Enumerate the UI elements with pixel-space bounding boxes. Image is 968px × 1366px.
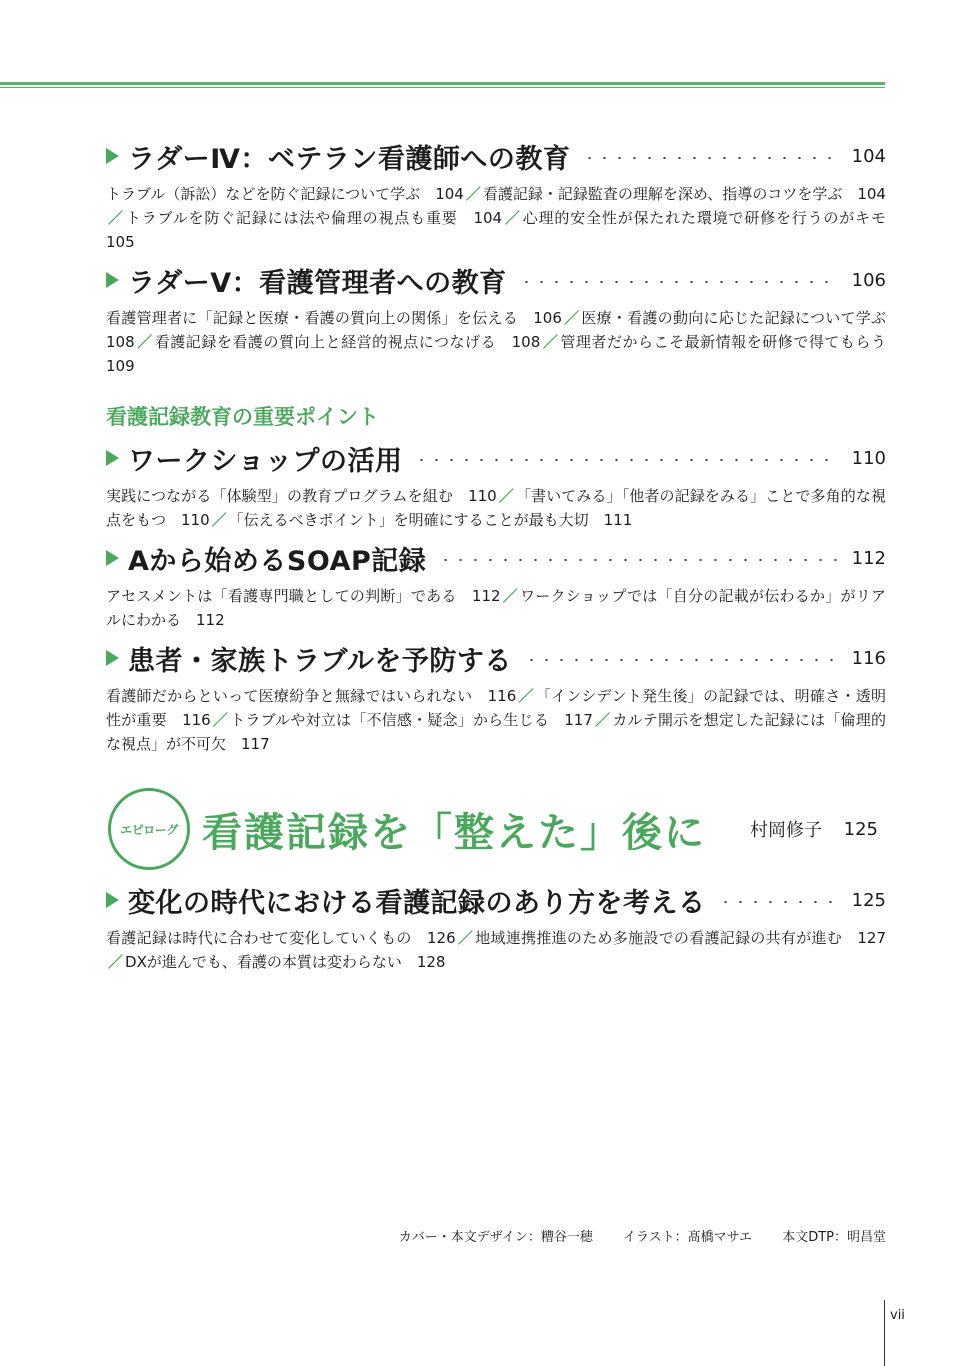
subtopic-text: DXが進んでも、看護の本質は変わらない 128 xyxy=(125,953,446,971)
separator-slash: ／ xyxy=(594,711,611,729)
credit-dtp: 本文DTP：明昌堂 xyxy=(782,1230,886,1245)
folio-rule xyxy=(884,1300,885,1366)
entry-page-number: 110 xyxy=(851,447,886,469)
page-folio: vii xyxy=(890,1308,905,1323)
subtopic-text: カルテ開示を想定した記録には「倫理的な視点」が不可欠 117 xyxy=(106,711,886,753)
entry-page-number: 106 xyxy=(851,269,886,291)
entry-title: 変化の時代における看護記録のあり方を考える xyxy=(128,887,706,919)
subtopic-text: トラブルを防ぐ記録には法や倫理の視点も重要 104 xyxy=(125,209,503,227)
subtopic-text: 看護記録を看護の質向上と経営的視点につなげる 108 xyxy=(154,333,541,351)
separator-slash: ／ xyxy=(211,511,227,529)
subtopic-text: 看護師だからといって医療紛争と無縁ではいられない 116 xyxy=(106,687,517,705)
credit-illustration: イラスト：髙橋マサエ xyxy=(622,1230,753,1245)
separator-slash: ／ xyxy=(465,185,481,203)
toc-entry[interactable] xyxy=(106,536,886,580)
epilogue-author: 村岡修子 xyxy=(750,820,822,841)
entry-title: Aから始めるSOAP記録 xyxy=(128,545,427,577)
separator-slash: ／ xyxy=(542,333,559,351)
subtopic-text: 地域連携推進のため多施設での看護記録の共有が進む 127 xyxy=(475,929,886,947)
entry-description xyxy=(106,584,886,632)
toc-group-top xyxy=(106,134,902,378)
separator-slash: ／ xyxy=(136,333,153,351)
top-rule-thin xyxy=(0,87,885,88)
entry-page-number: 125 xyxy=(851,889,886,911)
epilogue-page-number: 125 xyxy=(843,818,878,840)
subtopic-text: トラブルや対立は「不信感・疑念」から生じる 117 xyxy=(230,711,593,729)
subtopic-text: 実践につながる「体験型」の教育プログラムを組む 110 xyxy=(106,487,497,505)
toc-entry[interactable] xyxy=(106,636,886,680)
toc-entry[interactable] xyxy=(106,134,886,178)
separator-slash: ／ xyxy=(212,711,229,729)
section-heading: 看護記録教育の重要ポイント xyxy=(106,405,379,429)
toc-group-mid xyxy=(106,436,886,756)
dot-leader xyxy=(582,156,838,160)
separator-slash: ／ xyxy=(504,209,521,227)
entry-description xyxy=(106,926,886,974)
triangle-bullet-icon xyxy=(106,550,119,566)
triangle-bullet-icon xyxy=(106,650,119,666)
separator-slash: ／ xyxy=(457,929,474,947)
subtopic-text: アセスメントは「看護専門職としての判断」である 112 xyxy=(106,587,501,605)
subtopic-text: 管理者だからこそ最新情報を研修で得てもらう 109 xyxy=(106,333,902,375)
dot-leader xyxy=(524,658,838,662)
triangle-bullet-icon xyxy=(106,272,119,288)
subtopic-text: 看護記録・記録監査の理解を深め、指導のコツを学ぶ 104 xyxy=(482,185,886,203)
dot-leader xyxy=(519,280,838,284)
entry-description xyxy=(106,484,886,532)
separator-slash: ／ xyxy=(108,953,124,971)
subtopic-text: ワークショップでは「自分の記載が伝わるか」がリアルにわかる 112 xyxy=(106,587,886,629)
separator-slash: ／ xyxy=(563,309,580,327)
toc-entry[interactable] xyxy=(106,258,886,302)
entry-description xyxy=(106,182,901,254)
separator-slash: ／ xyxy=(502,587,519,605)
entry-page-number: 116 xyxy=(851,647,886,669)
separator-slash: ／ xyxy=(498,487,514,505)
dot-leader xyxy=(718,900,839,904)
entry-description xyxy=(106,684,886,756)
subtopic-text: 医療・看護の動向に応じた記録について学ぶ 108 xyxy=(106,309,902,351)
subtopic-text: トラブル（訴訟）などを防ぐ記録について学ぶ 104 xyxy=(106,185,464,203)
toc-entry[interactable] xyxy=(106,436,886,480)
separator-slash: ／ xyxy=(518,687,534,705)
entry-page-number: 112 xyxy=(851,547,886,569)
subtopic-text: 看護記録は時代に合わせて変化していくもの 126 xyxy=(106,929,456,947)
credits xyxy=(300,1226,886,1245)
subtopic-text: 「インシデント発生後」の記録では、明確さ・透明性が重要 116 xyxy=(106,687,886,729)
subtopic-text: 心理的安全性が保たれた環境で研修を行うのがキモ 105 xyxy=(106,209,901,251)
subtopic-text: 「伝えるべきポイント」を明確にすることが最も大切 111 xyxy=(228,511,633,529)
entry-page-number: 104 xyxy=(851,145,886,167)
top-rule xyxy=(0,82,885,85)
entry-title: ワークショップの活用 xyxy=(128,445,403,477)
dot-leader xyxy=(414,458,838,462)
epilogue-header[interactable] xyxy=(106,784,886,874)
entry-title: ラダーⅤ：看護管理者への教育 xyxy=(128,267,507,299)
credit-design: カバー・本文デザイン：糟谷一穂 xyxy=(398,1230,593,1245)
epilogue-title: 看護記録を「整えた」後に xyxy=(202,809,706,856)
subtopic-text: 「書いてみる」「他者の記録をみる」ことで多角的な視点をもつ 110 xyxy=(106,487,886,529)
triangle-bullet-icon xyxy=(106,450,119,466)
triangle-bullet-icon xyxy=(106,148,119,164)
entry-title: 患者・家族トラブルを予防する xyxy=(128,645,512,677)
toc-content xyxy=(106,130,902,974)
dot-leader xyxy=(438,558,838,562)
subtopic-text: 看護管理者に「記録と医療・看護の質向上の関係」を伝える 106 xyxy=(106,309,562,327)
epilogue-badge-label: エピローグ xyxy=(120,822,178,837)
epilogue-badge-circle xyxy=(108,788,190,870)
entry-title: ラダーⅣ：ベテラン看護師への教育 xyxy=(128,143,571,175)
toc-group-bottom xyxy=(106,878,886,974)
entry-description xyxy=(106,306,902,378)
triangle-bullet-icon xyxy=(106,892,119,908)
toc-entry[interactable] xyxy=(106,878,886,922)
separator-slash: ／ xyxy=(108,209,124,227)
